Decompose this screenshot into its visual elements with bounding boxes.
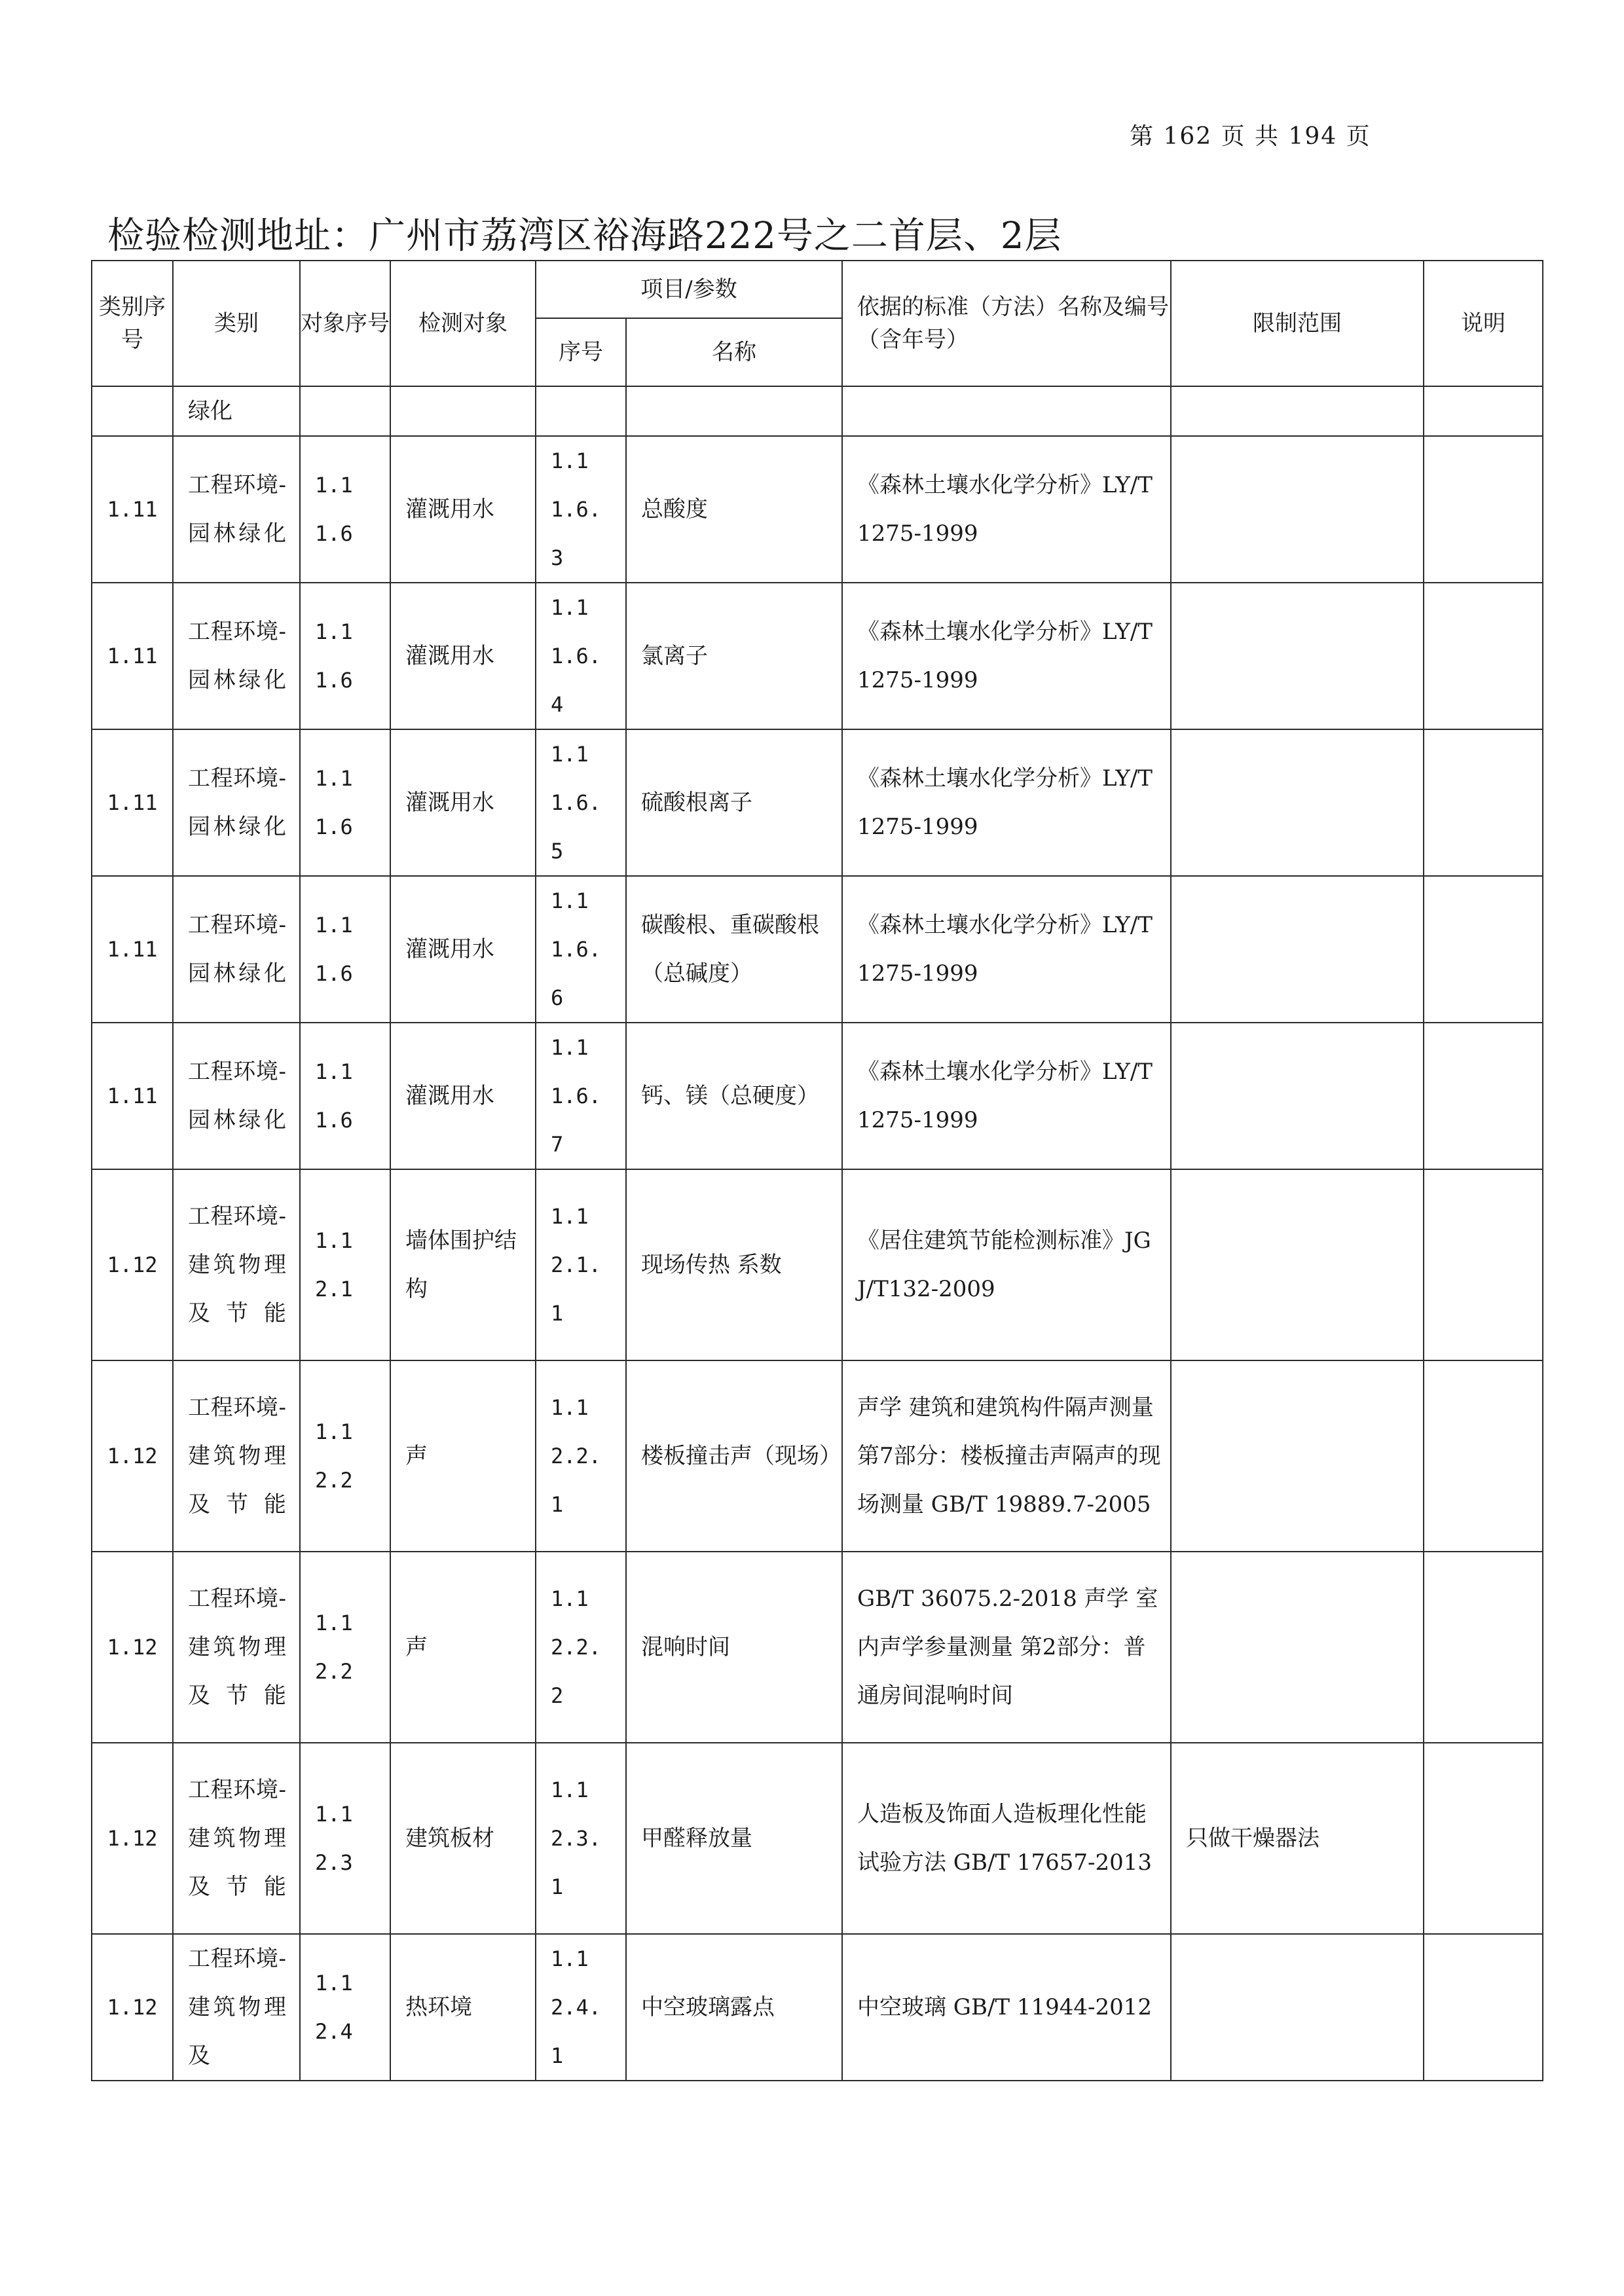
cell-limit-text: 只做干燥器法 (1186, 1825, 1320, 1851)
cell-object-text: 热环境 (405, 1994, 472, 2020)
header-note: 说明 (1424, 261, 1543, 386)
cell-obj-no-text: 1.11.6 (315, 619, 353, 693)
cell-item-no (536, 1169, 626, 1360)
header-standard: 依据的标准（方法）名称及编号（含年号） (842, 261, 1171, 386)
cell-category-text: 工程环境-园林绿化 (188, 619, 286, 693)
cell-item-no (536, 1360, 626, 1552)
cell-item-no (536, 876, 626, 1023)
cell-cat-no-text: 1.12 (107, 1995, 158, 2020)
cell-category-text: 工程环境-建筑物理及节能 (188, 1777, 286, 1900)
cell-obj-no-text: 1.11.6 (315, 1059, 353, 1133)
cell-cat-no (92, 1743, 173, 1934)
cell-standard-text: 《森林土壤水化学分析》LY/T 1275-1999 (857, 619, 1153, 693)
cell-note (1424, 1360, 1543, 1552)
cell-object (390, 1934, 536, 2081)
cell-limit (1171, 436, 1424, 583)
cell-obj-no (300, 583, 390, 729)
cell-note (1424, 729, 1543, 876)
cell-object (390, 583, 536, 729)
cell-category (173, 729, 300, 876)
cell-cat-no-text: 1.12 (107, 1252, 158, 1277)
cell-item-name (626, 1360, 842, 1552)
table-header (92, 261, 1543, 386)
cell-standard (842, 1360, 1171, 1552)
cell-item-name-text: 碳酸根、重碳酸根（总碱度） (641, 912, 819, 987)
header-limit: 限制范围 (1171, 261, 1424, 386)
cell-note (1424, 876, 1543, 1023)
cell-standard (842, 1169, 1171, 1360)
cell-standard-text: 人造板及饰面人造板理化性能试验方法 GB/T 17657-2013 (857, 1801, 1153, 1876)
cell-obj-no (300, 729, 390, 876)
cell-cat-no-text: 1.12 (107, 1826, 158, 1851)
cell-item-name (626, 729, 842, 876)
cell-cat-no (92, 876, 173, 1023)
cell-item-no (536, 1934, 626, 2081)
cell-cat-no-text: 1.11 (107, 790, 158, 815)
cell-cat-no-text: 1.11 (107, 644, 158, 668)
cell-item-no-text: 1.11.6.3 (551, 448, 602, 570)
cell-cat-no (92, 436, 173, 583)
cell-limit (1171, 1023, 1424, 1169)
cell-object-text: 灌溉用水 (405, 790, 494, 816)
cell-standard (842, 1743, 1171, 1934)
cell-item-name (626, 436, 842, 583)
cell-object (390, 436, 536, 583)
header-item-name: 名称 (626, 318, 842, 386)
table-row (92, 1934, 1543, 2081)
cell-standard-text: 中空玻璃 GB/T 11944-2012 (857, 1994, 1153, 2020)
cell-item-no-text: 1.11.6.4 (551, 595, 602, 717)
cell-limit (1171, 1743, 1424, 1934)
cell-limit (1171, 386, 1424, 436)
cell-item-name (626, 1743, 842, 1934)
cell-cat-no (92, 386, 173, 436)
cell-note (1424, 1743, 1543, 1934)
cell-object-text: 墙体围护结构 (405, 1228, 517, 1302)
cell-cat-no-text: 1.11 (107, 497, 158, 522)
cell-standard (842, 1934, 1171, 2081)
cell-standard (842, 876, 1171, 1023)
cell-category (173, 1934, 300, 2081)
cell-category (173, 1743, 300, 1934)
header-cat-no: 类别序号 (92, 261, 173, 386)
table-row (92, 1360, 1543, 1552)
cell-object (390, 1360, 536, 1552)
cell-category-text: 工程环境-园林绿化 (188, 765, 286, 840)
cell-item-no (536, 1743, 626, 1934)
test-address-title: 检验检测地址：广州市荔湾区裕海路222号之二首层、2层 (107, 215, 1062, 257)
cell-object (390, 1169, 536, 1360)
cell-obj-no-text: 1.12.2 (315, 1419, 353, 1493)
header-category: 类别 (173, 261, 300, 386)
cell-limit (1171, 1934, 1424, 2081)
cell-category (173, 583, 300, 729)
cell-standard (842, 386, 1171, 436)
cell-category (173, 386, 300, 436)
cell-object (390, 386, 536, 436)
cell-standard-text: 声学 建筑和建筑构件隔声测量第7部分：楼板撞击声隔声的现场测量 GB/T 19889.7-2005 (857, 1394, 1161, 1518)
cell-item-name-text: 中空玻璃露点 (641, 1994, 775, 2020)
cell-item-name (626, 876, 842, 1023)
page-number: 第 162 页 共 194 页 (1130, 123, 1371, 150)
cell-object-text: 灌溉用水 (405, 1083, 494, 1109)
cell-obj-no-text: 1.12.3 (315, 1802, 353, 1875)
cell-category (173, 1552, 300, 1743)
cell-obj-no (300, 386, 390, 436)
cell-item-name-text: 钙、镁（总硬度） (641, 1083, 819, 1109)
cell-category (173, 1169, 300, 1360)
cell-cat-no (92, 1023, 173, 1169)
cell-category-text: 工程环境-建筑物理及 (188, 1946, 286, 2069)
cell-item-name-text: 甲醛释放量 (641, 1825, 752, 1851)
cell-item-no (536, 1552, 626, 1743)
cell-item-no (536, 729, 626, 876)
cell-cat-no (92, 729, 173, 876)
cell-item-name-text: 混响时间 (641, 1634, 730, 1660)
scope-table (91, 260, 1543, 2081)
cell-cat-no (92, 1169, 173, 1360)
cell-category-text: 工程环境-园林绿化 (188, 912, 286, 987)
cell-item-name-text: 硫酸根离子 (641, 790, 752, 816)
table-row (92, 876, 1543, 1023)
cell-standard (842, 583, 1171, 729)
header-obj-no: 对象序号 (300, 261, 390, 386)
header-item-param: 项目/参数 (536, 261, 842, 318)
cell-category (173, 1023, 300, 1169)
cell-category (173, 876, 300, 1023)
table-row (92, 583, 1543, 729)
cell-standard-text: 《居住建筑节能检测标准》JGJ/T132-2009 (857, 1228, 1151, 1302)
cell-item-name (626, 1169, 842, 1360)
table-body (92, 386, 1543, 2081)
cell-limit (1171, 1360, 1424, 1552)
cell-obj-no-text: 1.12.2 (315, 1611, 353, 1684)
cell-item-no-text: 1.11.6.5 (551, 742, 602, 864)
cell-item-no (536, 1023, 626, 1169)
cell-note (1424, 1934, 1543, 2081)
cell-note (1424, 1023, 1543, 1169)
cell-note (1424, 436, 1543, 583)
cell-obj-no (300, 876, 390, 1023)
table-row (92, 436, 1543, 583)
cell-category-text: 工程环境-建筑物理及节能 (188, 1586, 286, 1709)
cell-obj-no (300, 436, 390, 583)
cell-item-no-text: 1.12.4.1 (551, 1946, 602, 2068)
cell-object-text: 灌溉用水 (405, 936, 494, 962)
cell-item-name (626, 583, 842, 729)
cell-obj-no-text: 1.12.4 (315, 1971, 353, 2044)
cell-cat-no (92, 1934, 173, 2081)
cell-standard (842, 729, 1171, 876)
cell-item-no (536, 386, 626, 436)
cell-obj-no (300, 1934, 390, 2081)
cell-limit (1171, 1169, 1424, 1360)
cell-standard-text: 《森林土壤水化学分析》LY/T 1275-1999 (857, 912, 1153, 987)
cell-limit (1171, 729, 1424, 876)
cell-item-no-text: 1.12.3.1 (551, 1777, 602, 1899)
cell-obj-no-text: 1.11.6 (315, 913, 353, 986)
cell-obj-no (300, 1552, 390, 1743)
cell-obj-no (300, 1360, 390, 1552)
cell-object (390, 729, 536, 876)
cell-item-name-text: 楼板撞击声（现场） (641, 1443, 841, 1469)
cell-cat-no-text: 1.12 (107, 1444, 158, 1468)
cell-category-text: 绿化 (188, 398, 232, 424)
cell-category-text: 工程环境-园林绿化 (188, 1059, 286, 1133)
cell-cat-no-text: 1.11 (107, 1084, 158, 1108)
cell-item-no-text: 1.12.1.1 (551, 1204, 602, 1326)
cell-object-text: 建筑板材 (405, 1825, 494, 1851)
cell-cat-no-text: 1.11 (107, 937, 158, 962)
cell-obj-no-text: 1.12.1 (315, 1228, 353, 1302)
cell-item-no (536, 436, 626, 583)
cell-note (1424, 1169, 1543, 1360)
cell-object-text: 灌溉用水 (405, 643, 494, 669)
cell-cat-no (92, 1360, 173, 1552)
header-object: 检测对象 (390, 261, 536, 386)
table-row (92, 729, 1543, 876)
cell-object-text: 声 (405, 1443, 428, 1469)
cell-item-name-text: 氯离子 (641, 643, 708, 669)
cell-obj-no-text: 1.11.6 (315, 473, 353, 546)
table-row (92, 1169, 1543, 1360)
cell-category-text: 工程环境-建筑物理及节能 (188, 1203, 286, 1326)
cell-item-name (626, 1934, 842, 2081)
cell-note (1424, 1552, 1543, 1743)
cell-object-text: 声 (405, 1634, 428, 1660)
cell-item-name-text: 总酸度 (641, 496, 708, 522)
cell-note (1424, 386, 1543, 436)
cell-item-no-text: 1.12.2.1 (551, 1395, 602, 1517)
cell-note (1424, 583, 1543, 729)
table-row (92, 386, 1543, 436)
cell-object (390, 1552, 536, 1743)
cell-object (390, 876, 536, 1023)
cell-obj-no (300, 1169, 390, 1360)
cell-category-text: 工程环境-园林绿化 (188, 472, 286, 547)
cell-object (390, 1743, 536, 1934)
cell-standard-text: GB/T 36075.2-2018 声学 室内声学参量测量 第2部分：普通房间混响时间 (857, 1586, 1158, 1709)
cell-limit (1171, 876, 1424, 1023)
cell-item-no-text: 1.11.6.7 (551, 1035, 602, 1157)
cell-limit (1171, 583, 1424, 729)
table-row (92, 1743, 1543, 1934)
cell-object-text: 灌溉用水 (405, 496, 494, 522)
cell-cat-no (92, 1552, 173, 1743)
cell-item-name-text: 现场传热 系数 (641, 1252, 782, 1278)
cell-item-no-text: 1.12.2.2 (551, 1586, 602, 1708)
cell-category (173, 436, 300, 583)
cell-obj-no-text: 1.11.6 (315, 766, 353, 839)
cell-standard (842, 436, 1171, 583)
cell-item-name (626, 386, 842, 436)
cell-standard (842, 1023, 1171, 1169)
cell-standard-text: 《森林土壤水化学分析》LY/T 1275-1999 (857, 472, 1153, 547)
cell-item-no-text: 1.11.6.6 (551, 888, 602, 1010)
cell-standard (842, 1552, 1171, 1743)
cell-item-name (626, 1552, 842, 1743)
header-item-no: 序号 (536, 318, 626, 386)
table-row (92, 1552, 1543, 1743)
cell-category (173, 1360, 300, 1552)
cell-obj-no (300, 1023, 390, 1169)
cell-category-text: 工程环境-建筑物理及节能 (188, 1394, 286, 1518)
cell-obj-no (300, 1743, 390, 1934)
cell-standard-text: 《森林土壤水化学分析》LY/T 1275-1999 (857, 765, 1153, 840)
cell-limit (1171, 1552, 1424, 1743)
cell-item-name (626, 1023, 842, 1169)
cell-object (390, 1023, 536, 1169)
cell-cat-no-text: 1.12 (107, 1635, 158, 1660)
table-row (92, 1023, 1543, 1169)
cell-standard-text: 《森林土壤水化学分析》LY/T 1275-1999 (857, 1059, 1153, 1133)
cell-cat-no (92, 583, 173, 729)
cell-item-no (536, 583, 626, 729)
